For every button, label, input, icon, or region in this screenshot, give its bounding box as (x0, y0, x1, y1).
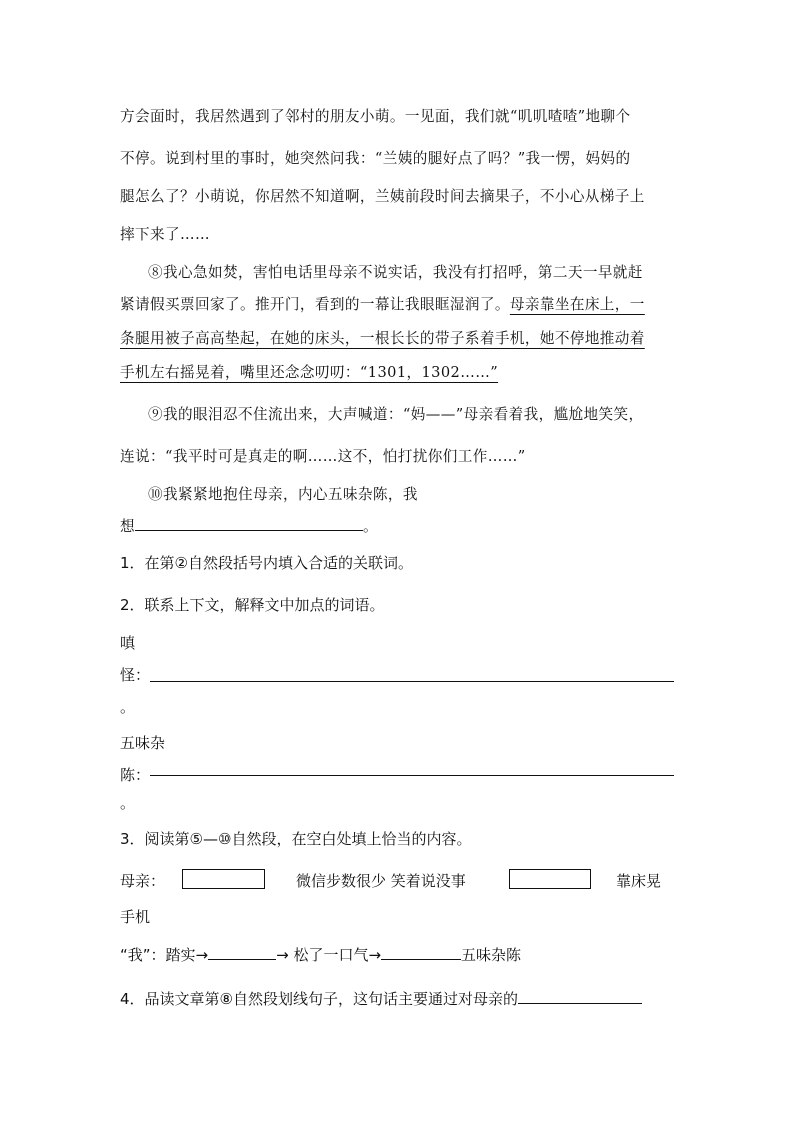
mother-clue-end: 靠床晃 (616, 872, 662, 890)
term-end: 。 (120, 794, 136, 812)
passage-line: 方会面时，我居然遇到了邻村的朋友小萌。一见面，我们就“叽叽喳喳”地聊个 (120, 108, 631, 125)
me-label: “我”：踏实→ (120, 946, 209, 964)
question-2: 2．联系上下文，解释文中加点的词语。 (120, 596, 385, 614)
answer-line[interactable] (150, 681, 674, 682)
passage-line: 腿怎么了？小萌说，你居然不知道啊，兰姨前段时间去摘果子，不小心从梯子上 (120, 188, 645, 205)
passage-line: 摔下来了…… (120, 226, 210, 243)
question-4 (120, 988, 642, 1010)
paragraph-10-line (120, 516, 378, 538)
underlined-sentence: 条腿用被子高高垫起，在她的床头，一根长长的带子系着手机，她不停地推动着 (120, 330, 645, 347)
term-end: 。 (120, 698, 136, 716)
answer-line[interactable] (150, 775, 674, 776)
passage-text: 。 (363, 518, 378, 535)
paragraph-8-line: ⑧我心急如焚，害怕电话里母亲不说实话，我没有打招呼，第二天一早就赶 (148, 264, 643, 281)
term-label: 怪： (120, 666, 151, 684)
passage-text: 想 (120, 518, 135, 535)
term-label: 陈： (120, 766, 151, 784)
mother-clues: 微信步数很少 笑着说没事 (296, 872, 466, 890)
answer-box[interactable] (182, 869, 265, 889)
answer-blank[interactable] (381, 945, 461, 960)
question-3: 3．阅读第⑤—⑩自然段，在空白处填上恰当的内容。 (120, 830, 472, 848)
passage-line: 不停。说到村里的事时，她突然问我：“兰姨的腿好点了吗？”我一愣，妈妈的 (120, 150, 631, 167)
me-flow (120, 944, 521, 966)
underlined-sentence: 母亲靠坐在床上，一 (509, 296, 645, 313)
mother-label: 母亲： (120, 872, 166, 890)
term-label: 五味杂 (120, 734, 166, 752)
term-label: 嗔 (120, 634, 136, 652)
question-4-text: 4．品读文章第⑧自然段划线句子，这句话主要通过对母亲的 (120, 990, 518, 1008)
paragraph-9-line: ⑨我的眼泪忍不住流出来，大声喊道：“妈——”母亲看着我，尴尬地笑笑， (148, 406, 644, 423)
me-arrow: → 松了一口气→ (276, 946, 382, 964)
me-end: 五味杂陈 (461, 946, 522, 964)
question-1: 1．在第②自然段括号内填入合适的关联词。 (120, 554, 413, 572)
paragraph-9-line: 连说：“我平时可是真走的啊……这不，怕打扰你们工作……” (120, 448, 526, 465)
answer-blank[interactable] (135, 516, 363, 531)
answer-box[interactable] (509, 869, 591, 889)
answer-blank[interactable] (518, 989, 642, 1004)
paragraph-8-line (120, 294, 645, 316)
underlined-sentence: 手机左右摇晃着，嘴里还念念叨叨：“1301，1302……” (120, 364, 499, 381)
passage-text: 紧请假买票回家了。推开门，看到的一幕让我眼眶湿润了。 (120, 296, 510, 313)
answer-blank[interactable] (208, 945, 276, 960)
mother-clue-wrap: 手机 (120, 908, 151, 926)
paragraph-10-line: ⑩我紧紧地抱住母亲，内心五味杂陈，我 (148, 486, 418, 503)
